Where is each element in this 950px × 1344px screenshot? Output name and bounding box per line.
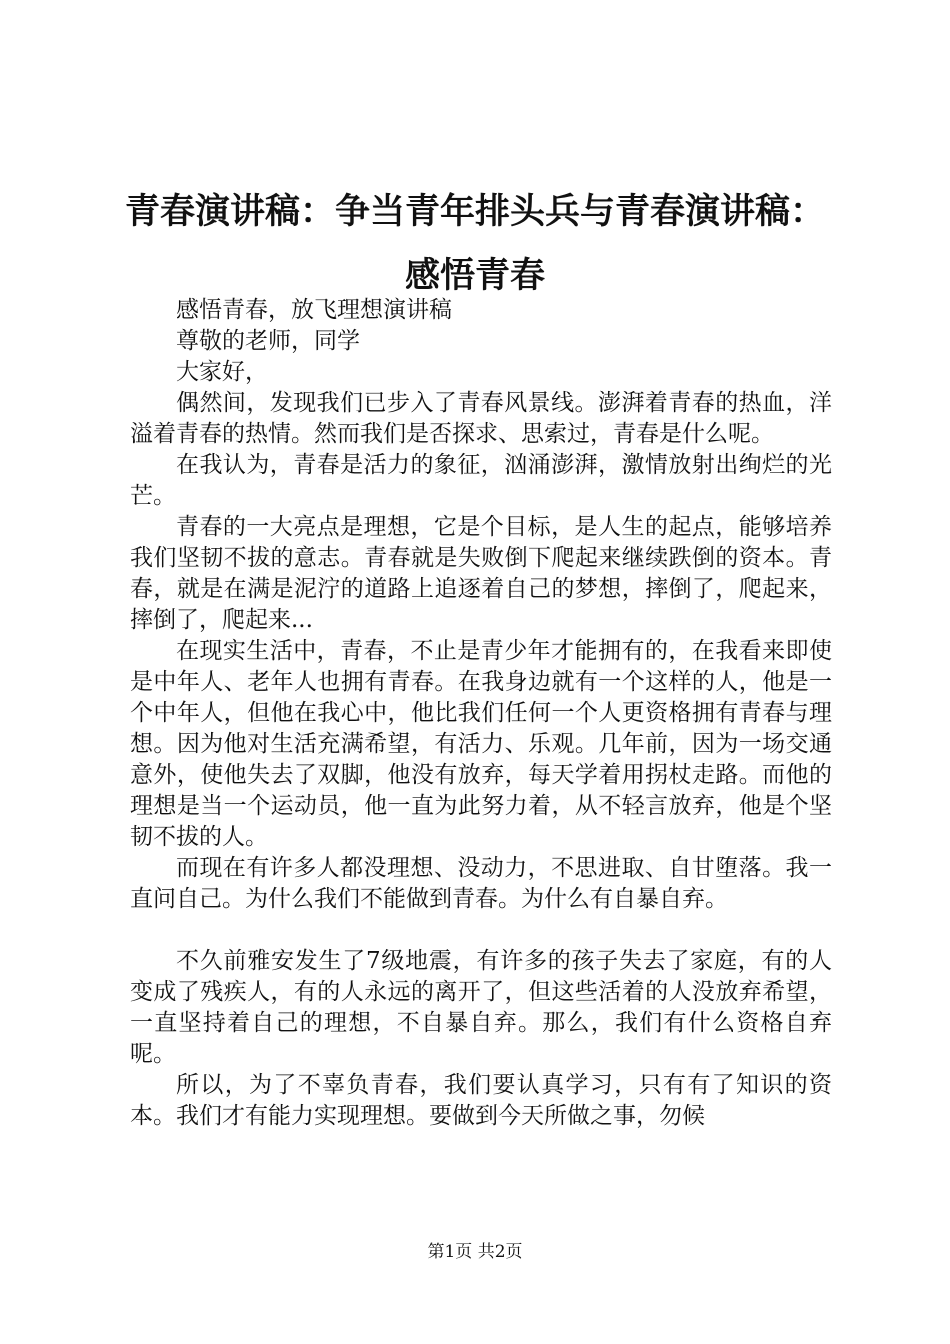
page-footer: 第1页 共2页 xyxy=(427,1242,523,1262)
paragraph-heading: 感悟青春，放飞理想演讲稿 xyxy=(176,297,452,323)
paragraph: 所以，为了不辜负青春，我们要认真学习，只有有了知识的资本。我们才有能力实现理想。要做到今天所做之事，勿候 xyxy=(130,1072,832,1129)
title-line-1: 青春演讲稿：争当青年排头兵与青春演讲稿： xyxy=(124,192,825,232)
document-title xyxy=(110,180,840,308)
paragraph: 在我认为，青春是活力的象征，汹涌澎湃，激情放射出绚烂的光芒。 xyxy=(130,452,832,509)
document-body xyxy=(130,295,832,1132)
title-line-2: 感悟青春 xyxy=(404,256,545,296)
paragraph: 青春的一大亮点是理想，它是个目标，是人生的起点，能够培养我们坚韧不拔的意志。青春就是失败倒下爬起来继续跌倒的资本。青春，就是在满是泥泞的道路上追逐着自己的梦想，摔倒了，爬起来，摔倒了，爬起来... xyxy=(130,514,832,633)
paragraph: 不久前雅安发生了7级地震，有许多的孩子失去了家庭，有的人变成了残疾人，有的人永远的离开了，但这些活着的人没放弃希望，一直坚持着自己的理想，不自暴自弃。那么，我们有什么资格自弃呢。 xyxy=(130,948,832,1067)
paragraph-salutation: 尊敬的老师，同学 xyxy=(176,328,360,354)
paragraph: 而现在有许多人都没理想、没动力，不思进取、自甘堕落。我一直问自己。为什么我们不能做到青春。为什么有自暴自弃。 xyxy=(130,855,832,912)
paragraph: 偶然间，发现我们已步入了青春风景线。澎湃着青春的热血，洋溢着青春的热情。然而我们是否探求、思索过，青春是什么呢。 xyxy=(130,390,832,447)
paragraph-greeting: 大家好， xyxy=(176,359,268,385)
paragraph: 在现实生活中，青春，不止是青少年才能拥有的，在我看来即使是中年人、老年人也拥有青春。在我身边就有一个这样的人，他是一个中年人，但他在我心中，他比我们任何一个人更资格拥有青春与理想。因为他对生活充满希望，有活力、乐观。几年前，因为一场交通意外，使他失去了双脚，他没有放弃，每天学着用拐杖走路。而他的理想是当一个运动员，他一直为此努力着，从不轻言放弃，他是个坚韧不拔的人。 xyxy=(130,638,832,850)
